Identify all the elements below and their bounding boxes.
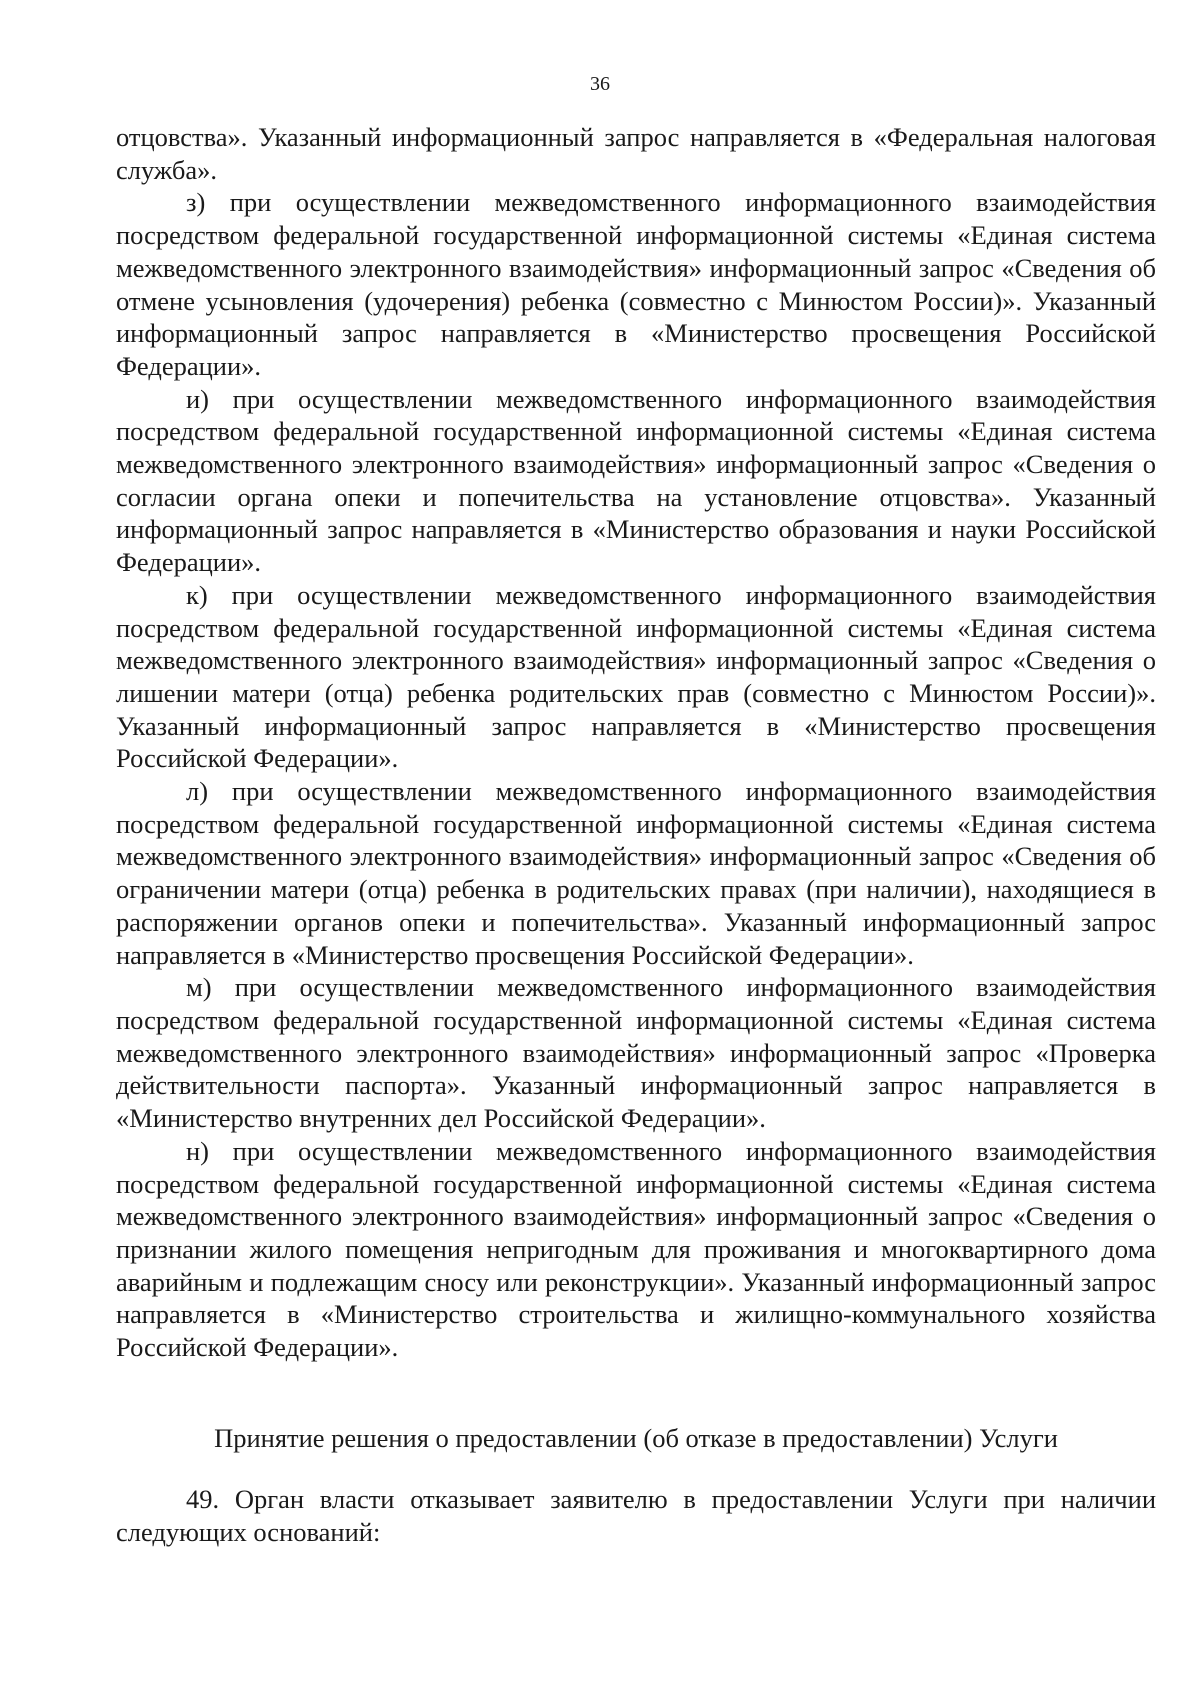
paragraph-item-z: з) при осуществлении межведомственного информационного взаимодействия посредством федеральной государственной информационной системы «Единая система межведомственного электронного взаимодействия» информационный запрос «Сведения об отмене усыновления (удочерения) ребенка (совместно с Минюстом России)». Указанный информационный запрос направляется в «Министерство просвещения Российской Федерации». — [116, 187, 1156, 381]
page-number: 36 — [590, 73, 610, 95]
paragraph-item-k: к) при осуществлении межведомственного информационного взаимодействия посредством федеральной государственной информационной системы «Единая система межведомственного электронного взаимодействия» информационный запрос «Сведения о лишении матери (отца) ребенка родительских прав (совместно с Минюстом России)». Указанный информационный запрос направляется в «Министерство просвещения Российской Федерации». — [116, 579, 1156, 774]
paragraph-item-l: л) при осуществлении межведомственного информационного взаимодействия посредством федеральной государственной информационной системы «Единая система межведомственного электронного взаимодействия» информационный запрос «Сведения об ограничении матери (отца) ребенка в родительских правах (при наличии), находящиеся в распоряжении органов опеки и попечительства». Указанный информационный запрос направляется в «Министерство просвещения Российской Федерации». — [116, 776, 1156, 970]
paragraph-item-n: н) при осуществлении межведомственного информационного взаимодействия посредством федеральной государственной информационной системы «Единая система межведомственного электронного взаимодействия» информационный запрос «Сведения о признании жилого помещения непригодным для проживания и многоквартирного дома аварийным и подлежащим сносу или реконструкции». Указанный информационный запрос направляется в «Министерство строительства и жилищно-коммунального хозяйства Российской Федерации». — [116, 1135, 1156, 1363]
paragraph-continuation: отцовства». Указанный информационный запрос направляется в «Федеральная налоговая служба». — [116, 122, 1156, 185]
section-heading: Принятие решения о предоставлении (об отказе в предоставлении) Услуги — [214, 1423, 1058, 1453]
document-body — [116, 121, 1156, 1364]
paragraph-item-i: и) при осуществлении межведомственного информационного взаимодействия посредством федеральной государственной информационной системы «Единая система межведомственного электронного взаимодействия» информационный запрос «Сведения о согласии органа опеки и попечительства на установление отцовства». Указанный информационный запрос направляется в «Министерство образования и науки Российской Федерации». — [116, 383, 1156, 578]
paragraph-item-m: м) при осуществлении межведомственного информационного взаимодействия посредством федеральной государственной информационной системы «Единая система межведомственного электронного взаимодействия» информационный запрос «Проверка действительности паспорта». Указанный информационный запрос направляется в «Министерство внутренних дел Российской Федерации». — [116, 972, 1156, 1134]
paragraph-49: 49. Орган власти отказывает заявителю в предоставлении Услуги при наличии следующих оснований: — [116, 1484, 1156, 1547]
final-section — [116, 1483, 1156, 1548]
